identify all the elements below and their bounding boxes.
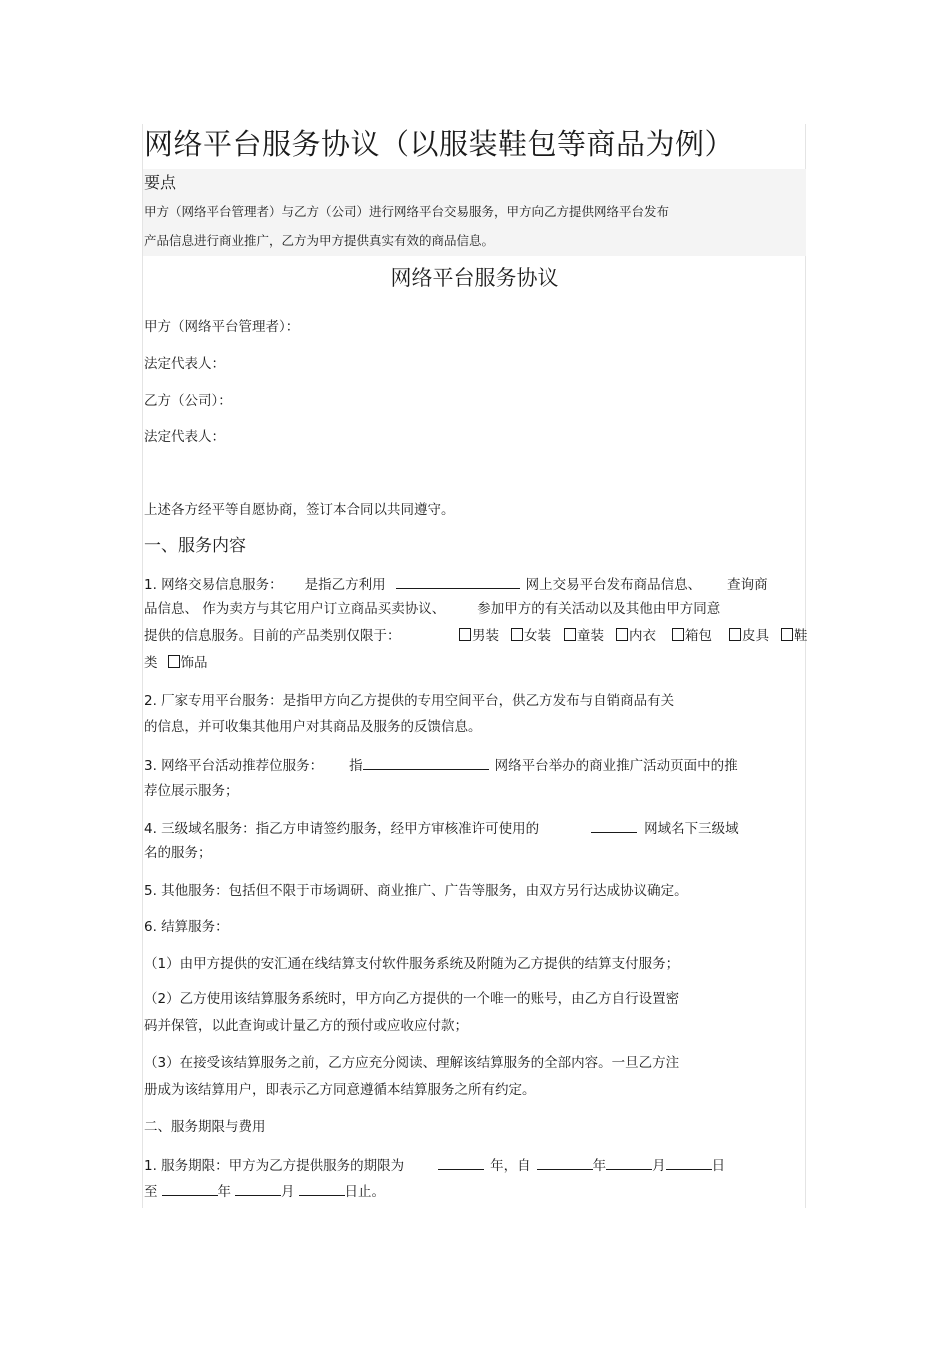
clause-6-heading: 6. 结算服务： [144,919,229,935]
clause-text: 网络平台举办的商业推广活动页面中的推 [494,758,738,774]
clause-1-line [144,574,768,595]
clause-text: 4. 三级域名服务：指乙方申请签约服务，经甲方审核准许可使用的 [144,821,540,837]
blank-field[interactable] [235,1181,281,1196]
blank-field[interactable] [363,755,489,770]
checkbox-icon[interactable] [564,628,576,641]
checkbox-icon[interactable] [781,628,793,641]
clause-text: 是指乙方利用 [304,577,386,593]
term-line [144,1181,385,1202]
category-label: 饰品 [180,655,208,671]
clause-4-line [144,818,739,839]
category-checkbox[interactable] [781,626,808,646]
clause-6-paragraph: （3）在接受该结算服务之前，乙方应充分阅读、理解该结算服务的全部内容。一旦乙方注 [144,1055,680,1071]
category-label: 内衣 [629,628,656,644]
category-label: 皮具 [742,628,769,644]
section-heading: 一、服务内容 [144,536,246,556]
representative-a: 法定代表人： [144,356,225,372]
clause-text: 提供的信息服务。目前的产品类别仅限于： [144,628,401,644]
clause-1-line [144,599,720,619]
clause-text: 网域名下三级域 [644,821,739,837]
checkbox-icon[interactable] [511,628,523,641]
document-title: 网络平台服务协议 [390,266,559,290]
clause-text: 类 [144,655,158,671]
category-label: 鞋 [794,628,808,644]
clause-2-line: 2. 厂家专用平台服务：是指甲方向乙方提供的专用空间平台，供乙方发布与自销商品有关 [144,693,675,709]
blank-field[interactable] [299,1181,345,1196]
keypoints-heading: 要点 [144,173,177,192]
category-checkbox[interactable] [564,626,604,646]
clause-text: 日 [711,1158,726,1174]
clause-text: 至 [144,1184,158,1200]
clause-6-paragraph: 册成为该结算用户，即表示乙方同意遵循本结算服务之所有约定。 [144,1082,536,1098]
checkbox-icon[interactable] [672,628,684,641]
keypoints-line: 产品信息进行商业推广，乙方为甲方提供真实有效的商品信息。 [144,233,495,248]
clause-6-paragraph: （2）乙方使用该结算服务系统时，甲方向乙方提供的一个唯一的账号，由乙方自行设置密 [144,991,680,1007]
clause-text: 参加甲方的有关活动以及其他由甲方同意 [477,601,721,617]
checkbox-icon[interactable] [729,628,741,641]
clause-1-line [144,626,401,646]
category-checkbox[interactable] [672,626,712,646]
clause-text: 年 [592,1158,607,1174]
clause-6-paragraph: （1）由甲方提供的安汇通在线结算支付软件服务系统及附随为乙方提供的结算支付服务； [144,956,680,972]
category-label: 童装 [577,628,604,644]
keypoints-line: 甲方（网络平台管理者）与乙方（公司）进行网络平台交易服务，甲方向乙方提供网络平台发布 [144,204,670,219]
category-checkbox[interactable] [511,626,551,646]
clause-text: 查询商 [727,577,768,593]
category-checkbox[interactable] [616,626,656,646]
blank-field[interactable] [537,1155,593,1170]
clause-text: 年，自 [490,1158,531,1174]
clause-2-line: 的信息，并可收集其他用户对其商品及服务的反馈信息。 [144,719,482,735]
clause-text: 1. 网络交易信息服务： [144,577,283,593]
checkbox-icon[interactable] [616,628,628,641]
clause-1-line [144,653,208,673]
category-checkbox[interactable] [729,626,769,646]
blank-field[interactable] [606,1155,652,1170]
intro-text: 上述各方经平等自愿协商，签订本合同以共同遵守。 [144,502,455,518]
clause-text: 月 [281,1184,295,1200]
clause-3-line [144,755,738,776]
term-line [144,1155,725,1176]
clause-text: 3. 网络平台活动推荐位服务： [144,758,324,774]
clause-text: 网上交易平台发布商品信息、 [525,577,702,593]
clause-5-line: 5. 其他服务：包括但不限于市场调研、商业推广、广告等服务，由双方另行达成协议确定。 [144,883,688,899]
category-label: 箱包 [685,628,712,644]
party-b: 乙方（公司）： [144,393,232,409]
clause-text: 年 [217,1184,231,1200]
clause-text: 月 [652,1158,666,1174]
section-heading: 二、服务期限与费用 [144,1119,266,1135]
blank-field[interactable] [396,574,520,589]
page-title: 网络平台服务协议（以服装鞋包等商品为例） [144,127,735,161]
clause-text: 1. 服务期限：甲方为乙方提供服务的期限为 [144,1158,405,1174]
clause-text: 品信息、 作为卖方与其它用户订立商品买卖协议、 [144,601,446,617]
checkbox-icon[interactable] [168,655,180,668]
blank-field[interactable] [666,1155,712,1170]
representative-b: 法定代表人： [144,429,225,445]
category-label: 女装 [524,628,551,644]
clause-text: 日止。 [344,1184,385,1200]
clause-4-line: 名的服务； [144,845,212,861]
blank-field[interactable] [591,818,637,833]
clause-3-line: 荐位展示服务； [144,783,239,799]
party-a: 甲方（网络平台管理者）： [144,319,300,335]
clause-text: 指 [349,758,363,774]
category-checkbox[interactable] [459,626,499,646]
category-label: 男装 [472,628,499,644]
checkbox-icon[interactable] [459,628,471,641]
clause-6-paragraph: 码并保管，以此查询或计量乙方的预付或应收应付款； [144,1018,468,1034]
blank-field[interactable] [438,1155,484,1170]
blank-field[interactable] [162,1181,218,1196]
